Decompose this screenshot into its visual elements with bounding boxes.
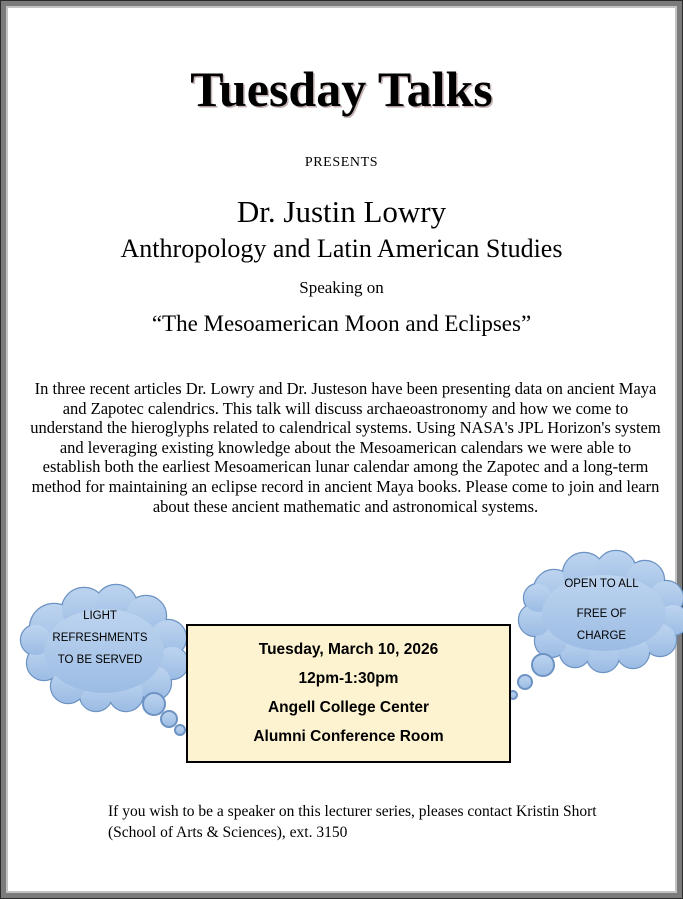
- speaker-department: Anthropology and Latin American Studies: [120, 234, 563, 263]
- speaker-contact-note: [108, 801, 628, 843]
- contact-note-line1: If you wish to be a speaker on this lecturer series, pleases contact Kristin Short: [108, 803, 597, 820]
- thought-trail-bubble-large: [143, 693, 165, 715]
- bubble-line: TO BE SERVED: [57, 654, 143, 666]
- thought-trail-bubble-small: [175, 725, 185, 735]
- event-date: Tuesday, March 10, 2026: [258, 641, 439, 658]
- refreshments-thought-bubble: [12, 578, 200, 742]
- refreshments-bubble-text: [20, 605, 180, 671]
- bubble-line: CHARGE: [576, 630, 627, 642]
- thought-trail-bubble-large: [532, 654, 554, 676]
- presents-label: PRESENTS: [304, 155, 379, 170]
- event-details-box: [186, 624, 511, 763]
- thought-trail-bubble-medium: [518, 675, 532, 689]
- talk-title: “The Mesoamerican Moon and Eclipses”: [151, 311, 532, 336]
- bubble-line: FREE OF: [576, 608, 627, 620]
- talk-abstract: In three recent articles Dr. Lowry and Dr. Justeson have been presenting data on ancient Maya and Zapotec calendrics. This talk will discuss archaeoastronomy and how we come to understand the hieroglyphs related to calendrical systems. Using NASA's JPL Horizon's system and leveraging existing knowledge about the Mesoamerican calendars we were able to establish both the earliest Mesoamerican lunar calendar among the Zapotec and a long-term method for maintaining an eclipse record in ancient Maya books. Please come to join and learn about these ancient mathematic and astronomical systems.: [30, 379, 661, 516]
- flyer-content: [8, 8, 675, 891]
- event-room: Alumni Conference Room: [253, 728, 444, 745]
- speaker-name: Dr. Justin Lowry: [236, 194, 447, 229]
- open-to-all-thought-bubble: [504, 548, 683, 702]
- series-title: Tuesday Talks: [190, 61, 493, 117]
- speaking-on-label: Speaking on: [299, 278, 384, 297]
- bubble-line: OPEN TO ALL: [564, 578, 639, 590]
- event-time: 12pm-1:30pm: [298, 670, 399, 687]
- bubble-line: LIGHT: [83, 610, 117, 622]
- open-to-all-bubble-text: [524, 573, 679, 647]
- event-building: Angell College Center: [267, 699, 430, 716]
- contact-note-line2: (School of Arts & Sciences), ext. 3150: [108, 824, 348, 841]
- bubble-line: REFRESHMENTS: [52, 632, 148, 644]
- thought-trail-bubble-medium: [161, 711, 177, 727]
